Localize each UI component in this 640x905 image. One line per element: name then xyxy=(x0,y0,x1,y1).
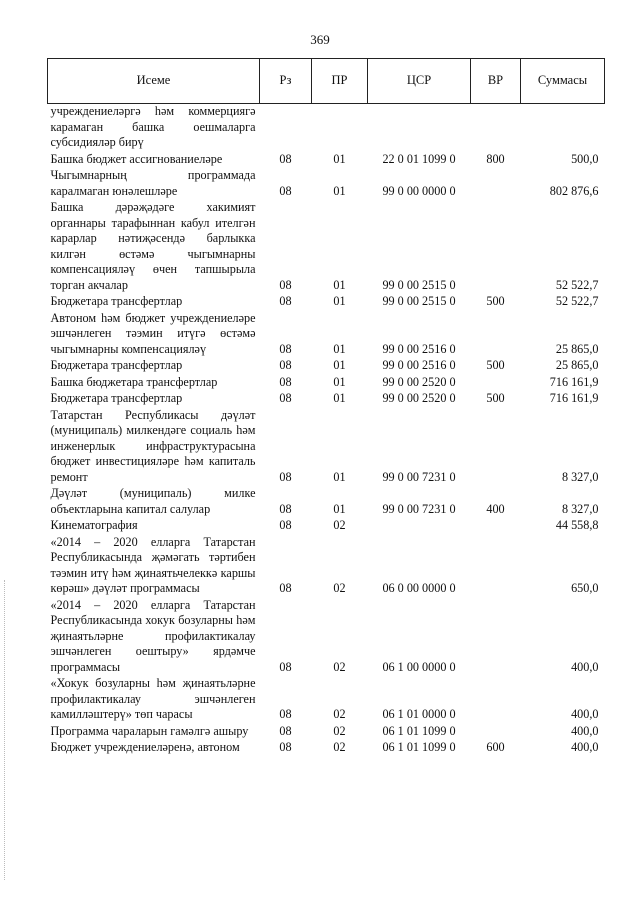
row-rz: 08 xyxy=(279,374,292,389)
row-vr: 400 xyxy=(486,501,505,516)
row-csr xyxy=(368,518,471,535)
row-vr xyxy=(471,375,521,392)
row-name: Программа чараларын гамәлгә ашыру xyxy=(50,723,249,738)
row-csr: 22 0 01 1099 0 xyxy=(382,151,456,166)
row-rz: 08 xyxy=(279,151,292,166)
row-csr xyxy=(368,104,471,152)
row-sum: 802 876,6 xyxy=(549,183,599,198)
row-pr: 01 xyxy=(333,277,346,292)
row-name: Бюджетара трансфертлар xyxy=(50,294,183,308)
row-rz: 08 xyxy=(279,183,292,198)
table-header-row xyxy=(48,59,605,104)
row-vr xyxy=(471,518,521,535)
row-pr: 02 xyxy=(333,723,346,738)
row-pr: 02 xyxy=(333,518,346,532)
row-pr: 02 xyxy=(333,581,346,595)
row-rz: 08 xyxy=(279,358,292,372)
row-name: Башка дәрәҗәдәге хакимият органнары тарафыннан кабул ителгән карарлар нәтиҗәсендә барлыкка килгән өстәмә чыгымнарны компенсацияләү өчен тапшырыла торган акчалар xyxy=(50,200,256,292)
row-vr xyxy=(471,676,521,724)
row-csr: 06 1 01 1099 0 xyxy=(382,740,456,754)
row-sum: 400,0 xyxy=(571,723,599,738)
row-sum: 400,0 xyxy=(571,740,599,754)
row-rz: 08 xyxy=(279,391,292,405)
row-vr xyxy=(471,104,521,152)
row-pr: 01 xyxy=(333,391,346,405)
budget-table xyxy=(47,58,605,757)
table-row xyxy=(48,598,605,677)
col-header-name: Исеме xyxy=(48,59,260,104)
row-csr: 06 1 01 0000 0 xyxy=(382,707,456,721)
row-vr xyxy=(471,408,521,487)
table-row xyxy=(48,294,605,311)
row-rz: 08 xyxy=(279,294,292,308)
row-name: Бюджетара трансфертлар xyxy=(50,358,183,372)
row-name: Башка бюджетара трансфертлар xyxy=(50,374,218,389)
col-header-rz: Рз xyxy=(260,59,312,104)
row-vr: 800 xyxy=(486,151,505,166)
row-csr: 99 0 00 0000 0 xyxy=(382,183,456,198)
row-name: Кинематография xyxy=(50,518,138,532)
row-vr: 600 xyxy=(486,740,505,754)
row-vr xyxy=(471,311,521,359)
row-csr: 99 0 00 2520 0 xyxy=(382,374,456,389)
row-sum: 52 522,7 xyxy=(555,277,599,292)
row-sum: 400,0 xyxy=(571,707,599,721)
row-sum: 8 327,0 xyxy=(561,501,599,516)
row-sum: 716 161,9 xyxy=(549,374,599,389)
table-row xyxy=(48,311,605,359)
row-vr: 500 xyxy=(486,294,505,308)
col-header-pr: ПР xyxy=(312,59,368,104)
row-vr xyxy=(471,724,521,741)
table-row xyxy=(48,486,605,518)
row-rz: 08 xyxy=(279,277,292,292)
col-header-vr: ВР xyxy=(471,59,521,104)
row-vr xyxy=(471,535,521,598)
row-pr: 01 xyxy=(333,183,346,198)
table-row xyxy=(48,391,605,408)
row-rz: 08 xyxy=(279,659,292,674)
row-csr: 99 0 00 2515 0 xyxy=(382,277,456,292)
row-sum: 52 522,7 xyxy=(555,294,599,308)
row-sum: 650,0 xyxy=(571,581,599,595)
row-rz: 08 xyxy=(279,707,292,721)
row-pr xyxy=(312,104,368,152)
row-rz xyxy=(260,104,312,152)
row-sum: 500,0 xyxy=(571,151,599,166)
row-csr: 99 0 00 2515 0 xyxy=(382,294,456,308)
col-header-csr: ЦСР xyxy=(368,59,471,104)
row-name: учреждениеләргә һәм коммерциягә карамаган башка оешмаларга субсидияләр бирү xyxy=(50,104,256,149)
row-pr: 02 xyxy=(333,707,346,721)
row-pr: 01 xyxy=(333,469,346,484)
row-csr: 06 1 00 0000 0 xyxy=(382,659,456,674)
row-name: Автоном һәм бюджет учреждениеләре эшчәнлеген тәэмин итүгә өстәмә чыгымнарны компенсацияләү xyxy=(50,310,256,356)
row-sum: 8 327,0 xyxy=(561,469,599,484)
scan-edge-marks xyxy=(4,580,7,880)
page-number: 369 xyxy=(310,32,330,47)
row-name: Бюджетара трансфертлар xyxy=(50,391,183,405)
row-csr: 06 1 01 1099 0 xyxy=(382,723,456,738)
row-csr: 99 0 00 7231 0 xyxy=(382,469,456,484)
table-row xyxy=(48,358,605,375)
row-pr: 01 xyxy=(333,374,346,389)
row-name: Башка бюджет ассигнованиеләре xyxy=(50,151,223,166)
row-name: Чыгымнарның программада каралмаган юнәлешләре xyxy=(50,168,256,198)
row-csr: 99 0 00 2516 0 xyxy=(382,341,456,356)
row-pr: 01 xyxy=(333,341,346,356)
table-row xyxy=(48,152,605,169)
row-sum: 25 865,0 xyxy=(555,358,599,372)
row-name: Татарстан Республикасы дәүләт (муниципаль) милкендәге социаль һәм инженерлык инфраструктурасына бюджет инвестицияләре һәм капиталь ремонт xyxy=(50,407,256,484)
table-row xyxy=(48,408,605,487)
row-name: «2014 – 2020 елларга Татарстан Республикасында җәмәгать тәртибен тәэмин итү һәм җинаятьчелеккә каршы көрәш» дәүләт программасы xyxy=(50,534,256,595)
row-csr: 99 0 00 2516 0 xyxy=(382,358,456,372)
row-rz: 08 xyxy=(279,518,292,532)
row-sum: 716 161,9 xyxy=(549,391,599,405)
table-row xyxy=(48,375,605,392)
row-pr: 02 xyxy=(333,740,346,754)
row-rz: 08 xyxy=(279,740,292,754)
row-name: Бюджет учреждениеләренә, автоном xyxy=(50,740,240,754)
table-row xyxy=(48,168,605,200)
row-name: «Хокук бозуларны һәм җинаятьләрне профилактикалау эшчәнлеген камилләштерү» төп чарасы xyxy=(50,676,256,721)
table-row xyxy=(48,740,605,757)
row-pr: 01 xyxy=(333,151,346,166)
row-vr xyxy=(471,168,521,200)
row-sum: 44 558,8 xyxy=(555,518,599,532)
row-pr: 01 xyxy=(333,501,346,516)
row-rz: 08 xyxy=(279,341,292,356)
row-csr: 06 0 00 0000 0 xyxy=(382,581,456,595)
row-rz: 08 xyxy=(279,723,292,738)
row-name: «2014 – 2020 елларга Татарстан Республикасында хокук бозуларны һәм җинаятьләрне профилактикалау эшчәнлеген оештыру» ярдәмче программасы xyxy=(50,597,256,674)
row-name: Дәүләт (муниципаль) милке объектларына капитал салулар xyxy=(50,486,256,516)
row-pr: 01 xyxy=(333,358,346,372)
row-sum xyxy=(521,104,605,152)
row-rz: 08 xyxy=(279,501,292,516)
row-sum: 25 865,0 xyxy=(555,341,599,356)
row-vr: 500 xyxy=(486,358,505,372)
table-row xyxy=(48,200,605,294)
table-row xyxy=(48,724,605,741)
row-vr: 500 xyxy=(486,391,505,405)
row-pr: 01 xyxy=(333,294,346,308)
row-rz: 08 xyxy=(279,469,292,484)
col-header-sum: Суммасы xyxy=(521,59,605,104)
row-vr xyxy=(471,200,521,294)
table-row xyxy=(48,676,605,724)
row-pr: 02 xyxy=(333,659,346,674)
row-rz: 08 xyxy=(279,581,292,595)
table-row xyxy=(48,535,605,598)
row-csr: 99 0 00 7231 0 xyxy=(382,501,456,516)
row-vr xyxy=(471,598,521,677)
row-sum: 400,0 xyxy=(571,659,599,674)
table-row xyxy=(48,518,605,535)
row-csr: 99 0 00 2520 0 xyxy=(382,391,456,405)
table-row xyxy=(48,104,605,152)
